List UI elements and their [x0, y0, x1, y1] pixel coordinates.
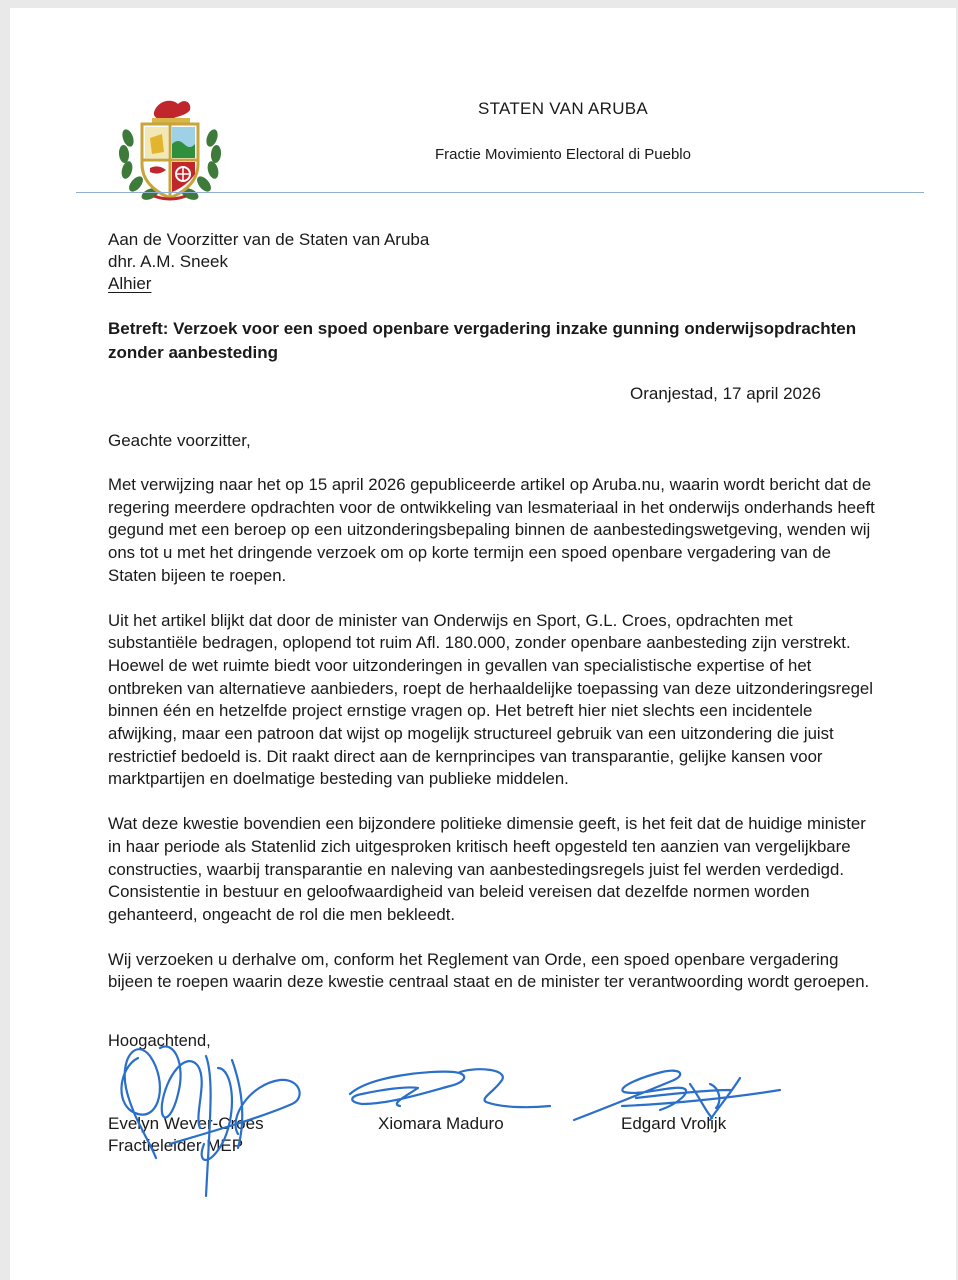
letter-page: [10, 8, 956, 1280]
faction-name: Fractie Movimiento Electoral di Pueblo: [435, 146, 691, 163]
salutation: Geachte voorzitter,: [108, 431, 251, 450]
addressee-line: Aan de Voorzitter van de Staten van Aruba: [108, 230, 430, 249]
signatory-role: Fractieleider MEP: [108, 1136, 244, 1155]
body-paragraph: Wat deze kwestie bovendien een bijzondere politieke dimensie geeft, is het feit dat de huidige minister in haar periode als Statenlid zich uitgesproken kritisch heeft opgesteld ten aanzien van vergelijkbare constructies, waarbij transparantie en naleving van aanbestedingsregels juist fel werden verdedigd. Consistentie in bestuur en geloofwaardigheid van beleid vereisen dat dezelfde normen worden gehanteerd, ongeacht de rol die men bekleedt.: [108, 814, 866, 924]
closing: Hoogachtend,: [108, 1032, 211, 1050]
header-divider: [76, 192, 924, 193]
handwritten-signature: [350, 1069, 550, 1107]
addressee-block: [108, 229, 429, 295]
handwritten-signature: [574, 1071, 780, 1120]
addressee-line: Alhier: [108, 274, 152, 293]
signatory-name: Edgard Vrolijk: [621, 1114, 727, 1133]
aruba-coat-of-arms-icon: [114, 94, 226, 204]
body-paragraph: Met verwijzing naar het op 15 april 2026 gepubliceerde artikel op Aruba.nu, waarin wordt bericht dat de regering meerdere opdrachten voor de ontwikkeling van lesmateriaal in het onderwijs onderhands heeft gegund met een beroep op een uitzonderingsbepaling binnen de aanbestedingswetgeving, wenden wij ons tot u met het dringende verzoek om op korte termijn een spoed openbare vergadering van de Staten bijeen te roepen.: [108, 475, 875, 585]
subject-line: Betreft: Verzoek voor een spoed openbare vergadering inzake gunning onderwijsopdrachten zonder aanbesteding: [108, 319, 857, 362]
signatory-name: Xiomara Maduro: [378, 1114, 504, 1133]
body-paragraph: Uit het artikel blijkt dat door de minister van Onderwijs en Sport, G.L. Croes, opdrachten met substantiële bedragen, oplopend tot ruim Afl. 180.000, zonder openbare aanbesteding zijn verstrekt. Hoewel de wet ruimte biedt voor uitzonderingen in gevallen van specialistische expertise of het ontbreken van alternatieve aanbieders, roept de herhaaldelijke toepassing van deze uitzonderingsregel binnen één en hetzelfde project ernstige vragen op. Het betreft hier niet slechts een incidentele afwijking, maar een patroon dat wijst op mogelijk structureel gebruik van een uitzondering die juist restrictief bedoeld is. Dit raakt direct aan de kernprincipes van transparantie, gelijke kansen voor marktpartijen en doelmatige besteding van publieke middelen.: [108, 610, 873, 789]
body-paragraph: Wij verzoeken u derhalve om, conform het Reglement van Orde, een spoed openbare vergadering bijeen te roepen waarin deze kwestie centraal staat en de minister ter verantwoording wordt geroepen.: [108, 949, 870, 992]
date-line: Oranjestad, 17 april 2026: [630, 384, 821, 403]
addressee-line: dhr. A.M. Sneek: [108, 252, 229, 271]
organization-title: STATEN VAN ARUBA: [477, 99, 649, 118]
letter-body: [108, 474, 883, 1016]
signatory-name: Evelyn Wever-Croes: [108, 1114, 264, 1133]
